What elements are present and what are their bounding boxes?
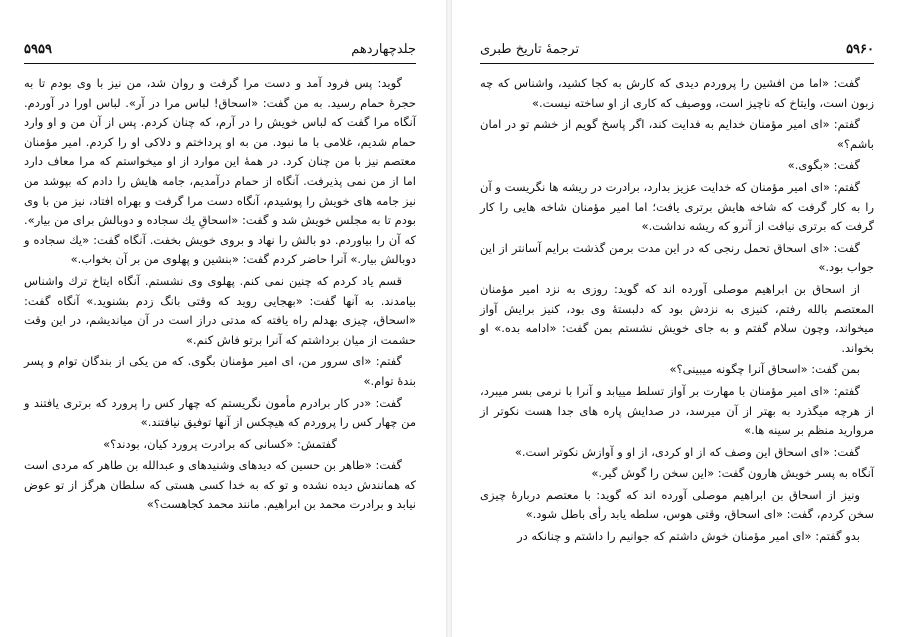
left-page-header xyxy=(24,40,416,62)
left-page-number: ۵۹۵۹ xyxy=(24,42,52,57)
paragraph: بدو گفتم: «ای امیر مؤمنان خوش داشتم که جوانیم را داشتم و چنانکه در xyxy=(517,529,860,544)
left-page xyxy=(0,0,446,637)
right-running-title: ترجمۀ تاریخ طبری xyxy=(480,42,580,57)
left-header-rule xyxy=(24,63,416,64)
right-body-text xyxy=(480,74,874,549)
paragraph: گفت: «اما من افشین را پروردم دیدی که کارش به کجا کشید، واشناس که چه زبون است، وایتاخ که ناچیز است، ووصیف که کاری از او ساخته نیست.» xyxy=(480,76,874,110)
right-header-rule xyxy=(480,63,874,64)
paragraph: گفتم: «ای سرور من، ای امیر مؤمنان بگوی. که من یکی از بندگان توام و پسر بندۀ توام.» xyxy=(24,354,416,388)
right-page-number: ۵۹۶۰ xyxy=(846,42,874,57)
paragraph: قسم یاد کردم که چنین نمی کنم. پهلوی وی نشستم. آنگاه ایتاخ ترك واشناس بیامدند. به آنها گفت: «بهجایی روید که وقتی بانگ زدم بشنوید.» آنگاه گفت: «اسحاق، چیزی بهدلم راه یافته که مدتی دراز است در آن میاندیشم، در این وقت حشمت از میان برداشتم که آنرا برتو فاش کنم.» xyxy=(24,273,416,347)
right-page xyxy=(452,0,898,637)
paragraph: ونیز از اسحاق بن ابراهیم موصلی آورده اند که گوید: با معتصم دربارۀ چیزی سخن کردم، گفت: «ای اسحاق، وقتی هوس، سلطه یابد رأی باطل شود.» xyxy=(480,487,874,522)
right-page-header xyxy=(480,40,874,62)
paragraph: گوید: پس فرود آمد و دست مرا گرفت و روان شد، من نیز با وی بودم تا به حجرۀ حمام رسید. به من گفت: «اسحاق! لباس مرا در آر». لباس اورا در آوردم. آنگاه مرا گفت که لباس خویش را در آرم، که چنان کردم. پس از آن من و او وارد حمام شدیم، غلامی با ما نبود. من به او پرداختم و دلاکی او را کردم. امیر مؤمنان معتصم نیز با من چنان کرد. در همۀ این موارد از او میخواستم که مرا معاف دارد اما از من نمی پذیرفت. آنگاه از حمام درآمدیم، جامه هایش را دادم که بپوشد من نیز جامه های خویش را پوشیدم، آنگاه دست مرا گرفت و بهراه افتاد، نیز من با وی بودم تا به مجلس خویش شد و گفت: «اسحاقِ یك سجاده و دوبالش برای من بیار». که آن را بیاوردم. دو بالش را نهاد و بروی خویش بخفت. آنگاه گفت: «یك سجاده و دوبالش بیار.» آنرا حاضر کردم گفت: «بنشین و پهلوی من بر آن بخواب.» xyxy=(24,76,416,267)
paragraph: گفت: «ای اسحاق این وصف که از او کردی، از او و آوازش نکوتر است.» xyxy=(514,444,860,459)
paragraph: گفت: «ای اسحاق تحمل رنجی که در این مدت برمن گذشت برایم آسانتر از این جواب بود.» xyxy=(480,240,874,275)
paragraph: آنگاه به پسر خویش هارون گفت: «این سخن را گوش گیر.» xyxy=(591,466,874,481)
left-running-title: جلدچهاردهم xyxy=(351,42,416,57)
paragraph: از اسحاق بن ابراهیم موصلی آورده اند که گوید: روزی به نزد امیر مؤمنان المعتصم بالله رفتم، کنیزی به نزدش بود که دلبستۀ وی بود، کنیز برایش آواز میخواند، وچون سلام گفتم و به جای خویش نشستم بمن گفت: «ادامه بده.» او بخواند. xyxy=(480,281,874,355)
paragraph: گفت: «بگوی.» xyxy=(787,158,860,173)
paragraph: بمن گفت: «اسحاق آنرا چگونه میبینی؟» xyxy=(669,362,860,377)
paragraph: گفت: «طاهر بن حسین که دیدهای وشنیدهای و عبدالله بن طاهر که مردی است که همانندش دیده نشده و تو که به خدا کسی هستی که سلطان هرگز از تو عوض نیابد و برادرت محمد بن ابراهیم. مانند محمد کجاهست؟» xyxy=(24,458,416,512)
paragraph: گفت: «در کار برادرم مأمون نگریستم که چهار کس را پرورد که برتری یافتند و من چهار کس را پروردم که هیچکس از آنها توفیق نیافتند.» xyxy=(24,395,416,430)
paragraph: گفتمش: «کسانی که برادرت پرورد کیان، بودند؟» xyxy=(103,436,337,451)
left-body-text xyxy=(24,74,416,517)
paragraph: گفتم: «ای امیر مؤمنان که خدایت عزیز بدارد، برادرت در ریشه ها نگریست و آن را به کار گرفت که شاخه هایش برتری یافت؛ اما امیر مؤمنان شاخه هایی را کار گرفت که برتری نیافت از آنرو که ریشه نداشت.» xyxy=(480,179,874,234)
paragraph: گفتم: «ای امیر مؤمنان خدایم به فدایت کند، اگر پاسخ گویم از خشم تو در امان باشم؟» xyxy=(480,117,874,151)
paragraph: گفتم: «ای امیر مؤمنان با مهارت بر آواز تسلط مییابد و آنرا با نرمی بسر میبرد، از هرچه میگذرد به بهتر از آن میرسد، در صدایش پاره های جدا هست نکوتر از مروارید منظم بر سینه ها.» xyxy=(480,383,874,438)
